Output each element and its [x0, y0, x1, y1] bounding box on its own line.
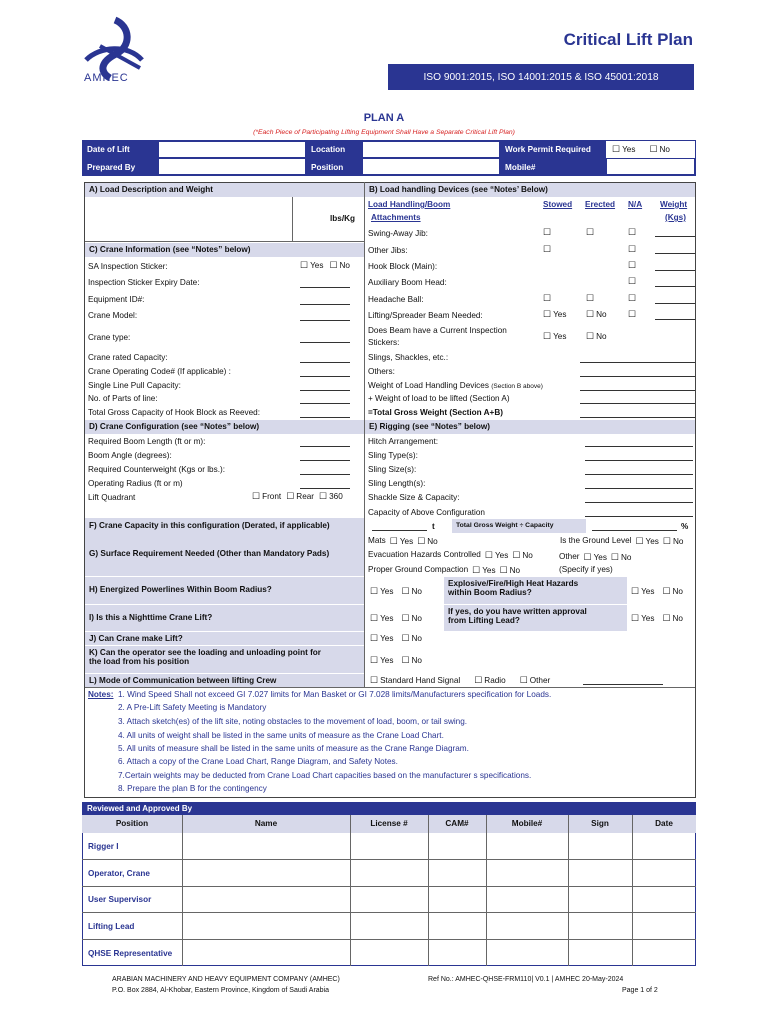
- section-e-header: E) Rigging (see “Notes” below): [365, 420, 695, 434]
- ground-label: Is the Ground Level: [560, 536, 632, 545]
- row-rigger: Rigger I: [88, 842, 119, 851]
- section-c-header: C) Crane Information (see “Notes” below): [85, 243, 364, 257]
- cw-line[interactable]: [300, 474, 350, 475]
- evac-row: [368, 550, 533, 561]
- prepared-field[interactable]: [158, 158, 306, 175]
- evac-no-checkbox[interactable]: ☐ No: [512, 550, 533, 561]
- hand-signal-checkbox[interactable]: ☐ Standard Hand Signal: [370, 675, 460, 686]
- i-yes-checkbox[interactable]: ☐ Yes: [370, 613, 393, 624]
- i2-yes-checkbox[interactable]: ☐ Yes: [631, 613, 654, 624]
- radio-checkbox[interactable]: ☐ Radio: [474, 675, 505, 686]
- col-attachments: Attachments: [371, 213, 421, 222]
- k-no-checkbox[interactable]: ☐ No: [401, 655, 422, 666]
- other-comm-checkbox[interactable]: ☐ Other: [520, 675, 551, 686]
- i-no-checkbox[interactable]: ☐ No: [401, 613, 422, 624]
- ground-row: [560, 536, 683, 547]
- h2-options: [631, 586, 683, 597]
- ground-no-checkbox[interactable]: ☐ No: [663, 536, 684, 547]
- swing-jib-na-checkbox[interactable]: [628, 227, 638, 238]
- b-item-device-weight: [368, 381, 543, 390]
- col-sign: Sign: [591, 819, 609, 828]
- i-options: [370, 613, 422, 624]
- spreader-no-checkbox[interactable]: ☐ No: [586, 309, 607, 320]
- spreader-na-checkbox[interactable]: [628, 309, 638, 320]
- footer-page: Page 1 of 2: [622, 987, 658, 994]
- e-capacity: Capacity of Above Configuration: [368, 508, 485, 517]
- prepared-label: Prepared By: [82, 158, 158, 176]
- load-weight-line[interactable]: [580, 403, 695, 404]
- c-rated: Crane rated Capacity:: [88, 353, 168, 362]
- slings-line[interactable]: [580, 362, 695, 363]
- col-kgs: (Kgs): [665, 213, 686, 222]
- section-j-header: J) Can Crane make Lift?: [85, 632, 364, 645]
- swing-jib-erected-checkbox[interactable]: [586, 227, 596, 238]
- note-8: 8. Prepare the plan B for the contingency: [118, 784, 267, 793]
- c-expiry: Inspection Sticker Expiry Date:: [88, 278, 200, 287]
- other-label: Other: [559, 552, 580, 561]
- note-3: 3. Attach sketch(es) of the lift site, noting obstacles to the movement of load, boom, or tail swing.: [118, 717, 468, 726]
- tgw-capacity-label: Total Gross Weight ÷ Capacity: [452, 519, 586, 533]
- col-license: License #: [370, 819, 408, 828]
- e-hitch: Hitch Arrangement:: [368, 437, 439, 446]
- aux-boom-na-checkbox[interactable]: [628, 276, 638, 287]
- col-erected: Erected: [585, 200, 616, 209]
- c-parts: No. of Parts of line:: [88, 394, 158, 403]
- d-quadrant: Lift Quadrant: [88, 493, 136, 502]
- j-yes-checkbox[interactable]: ☐ Yes: [370, 633, 393, 644]
- b-item-load-weight: + Weight of load to be lifted (Section A): [368, 394, 510, 403]
- radius-line[interactable]: [300, 488, 350, 489]
- linepull-line[interactable]: [300, 390, 350, 391]
- tgw-line[interactable]: [592, 530, 677, 531]
- note-6: 6. Attach a copy of the Crane Load Chart, Range Diagram, and Safety Notes.: [118, 757, 398, 766]
- sa-yes-checkbox[interactable]: ☐ Yes: [300, 260, 323, 271]
- h2-no-checkbox[interactable]: ☐ No: [662, 586, 683, 597]
- section-h-header: H) Energized Powerlines Within Boom Radius?: [85, 577, 364, 604]
- sa-no-checkbox[interactable]: ☐ No: [329, 260, 350, 271]
- i2-no-checkbox[interactable]: ☐ No: [662, 613, 683, 624]
- evac-yes-checkbox[interactable]: ☐ Yes: [485, 550, 508, 561]
- mats-yes-checkbox[interactable]: ☐ Yes: [390, 536, 413, 547]
- location-label: Location: [306, 140, 362, 158]
- weight-line[interactable]: [655, 286, 695, 287]
- col-na: N/A: [628, 200, 643, 209]
- b-item-other-jibs: Other Jibs:: [368, 246, 408, 255]
- boomlen-line[interactable]: [300, 446, 350, 447]
- equipment-line[interactable]: [300, 304, 350, 305]
- col-date: Date: [655, 819, 673, 828]
- row-lifting-lead: Lifting Lead: [88, 922, 135, 931]
- h-no-checkbox[interactable]: ☐ No: [401, 586, 422, 597]
- section-g-header: G) Surface Requirement Needed (Other than Mandatory Pads): [85, 534, 364, 576]
- hook-block-na-checkbox[interactable]: [628, 260, 638, 271]
- swing-jib-stowed-checkbox[interactable]: [543, 227, 553, 238]
- b-item-beam-insp: Does Beam have a Current Inspection: [368, 326, 507, 335]
- logo-text: AMHEC: [84, 72, 129, 84]
- slingtype-line[interactable]: [585, 460, 693, 461]
- iso-banner: ISO 9001:2015, ISO 14001:2015 & ISO 45001:2018: [388, 64, 694, 90]
- b-item-aux-boom: Auxiliary Boom Head:: [368, 278, 447, 287]
- section-i-header: I) Is this a Nighttime Crane Lift?: [85, 605, 364, 631]
- angle-line[interactable]: [300, 460, 350, 461]
- specify-note: (Specify if yes): [559, 565, 613, 574]
- j-no-checkbox[interactable]: ☐ No: [401, 633, 422, 644]
- approval-title: Reviewed and Approved By: [82, 802, 696, 815]
- comp-no-checkbox[interactable]: ☐ No: [500, 565, 521, 576]
- totalcap-line[interactable]: [300, 417, 350, 418]
- capacity-line[interactable]: [585, 516, 693, 517]
- headache-na-checkbox[interactable]: [628, 293, 638, 304]
- comp-yes-checkbox[interactable]: ☐ Yes: [472, 565, 495, 576]
- col-weight: Weight: [660, 200, 688, 209]
- mobile-label: Mobile#: [500, 158, 606, 176]
- section-l-header: L) Mode of Communication between lifting Crew: [85, 674, 364, 687]
- d-boom-length: Required Boom Length (ft or m):: [88, 437, 206, 446]
- compaction-label: Proper Ground Compaction: [368, 565, 469, 574]
- page-title: Critical Lift Plan: [563, 30, 693, 49]
- explosive-line2: within Boom Radius?: [448, 588, 532, 597]
- f-pct: %: [681, 522, 689, 531]
- front-checkbox[interactable]: ☐ Front: [252, 491, 281, 502]
- other-yes-checkbox[interactable]: ☐ Yes: [583, 552, 606, 563]
- explosive-line1: Explosive/Fire/High Heat Hazards: [448, 579, 579, 588]
- weight-line[interactable]: [655, 319, 695, 320]
- date-label: Date of Lift: [82, 140, 158, 158]
- other-row: [559, 552, 631, 563]
- parts-line[interactable]: [300, 403, 350, 404]
- d-radius: Operating Radius (ft or m): [88, 479, 183, 488]
- weight-unit: lbs/Kg: [330, 214, 356, 223]
- weight-line[interactable]: [655, 236, 695, 237]
- position-field[interactable]: [362, 158, 500, 175]
- col-load-handling: Load Handling/Boom: [368, 200, 451, 209]
- row-supervisor: User Supervisor: [88, 895, 152, 904]
- b-item-total-gross: =Total Gross Weight (Section A+B): [368, 408, 503, 417]
- col-position: Position: [115, 819, 149, 828]
- c-line-pull: Single Line Pull Capacity:: [88, 381, 181, 390]
- e-sling-length: Sling Length(s):: [368, 479, 426, 488]
- d-boom-angle: Boom Angle (degrees):: [88, 451, 172, 460]
- mats-label: Mats: [368, 536, 386, 545]
- device-weight-note: (Section B above): [491, 383, 543, 390]
- other-no-checkbox[interactable]: ☐ No: [611, 552, 632, 563]
- beam-insp-no-checkbox[interactable]: ☐ No: [586, 331, 607, 342]
- sa-sticker-options: [300, 260, 350, 271]
- c-equipment-id: Equipment ID#:: [88, 295, 145, 304]
- section-d-header: D) Crane Configuration (see “Notes” below): [85, 420, 364, 434]
- location-field[interactable]: [362, 141, 500, 158]
- work-permit-label: Work Permit Required: [500, 140, 606, 158]
- c-model: Crane Model:: [88, 311, 138, 320]
- row-operator: Operator, Crane: [88, 869, 150, 878]
- row-qhse: QHSE Representative: [88, 949, 173, 958]
- weight-line[interactable]: [655, 270, 695, 271]
- permit-yes-checkbox[interactable]: ☐ Yes: [612, 144, 635, 155]
- evac-label: Evacuation Hazards Controlled: [368, 550, 481, 559]
- device-weight-line[interactable]: [580, 390, 695, 391]
- f-unit-t: t: [432, 522, 435, 531]
- expiry-line[interactable]: [300, 287, 350, 288]
- plan-label: PLAN A: [363, 112, 405, 124]
- j-options: [370, 633, 422, 644]
- k-line1: K) Can the operator see the loading and unloading point for: [89, 648, 321, 657]
- other-jibs-stowed-checkbox[interactable]: [543, 244, 553, 255]
- col-name: Name: [254, 819, 278, 828]
- mats-row: [368, 536, 438, 547]
- e-sling-type: Sling Type(s):: [368, 451, 418, 460]
- d-counterweight: Required Counterweight (Kgs or lbs.):: [88, 465, 225, 474]
- k-yes-checkbox[interactable]: ☐ Yes: [370, 655, 393, 666]
- approval-line2: from Lifting Lead?: [448, 616, 520, 625]
- note-2: 2. A Pre-Lift Safety Meeting is Mandatory: [118, 703, 267, 712]
- section-a-header: A) Load Description and Weight: [85, 183, 364, 197]
- weight-line[interactable]: [655, 303, 695, 304]
- rear-checkbox[interactable]: ☐ Rear: [286, 491, 314, 502]
- b-item-swing-jib: Swing-Away Jib:: [368, 229, 428, 238]
- total-gross-line[interactable]: [580, 417, 695, 418]
- footer-address: P.O. Box 2884, Al-Khobar, Eastern Province, Kingdom of Saudi Arabia: [112, 987, 330, 994]
- footer-ref: Ref No.: AMHEC-QHSE-FRM110| V0.1 | AMHEC 20-May-2024: [428, 976, 624, 983]
- model-line[interactable]: [300, 320, 350, 321]
- notes-label: Notes:: [88, 690, 114, 699]
- col-cam: CAM#: [445, 819, 469, 828]
- capacity-t-line[interactable]: [372, 530, 427, 531]
- mats-no-checkbox[interactable]: ☐ No: [417, 536, 438, 547]
- other-jibs-na-checkbox[interactable]: [628, 244, 638, 255]
- approval-question: [444, 605, 627, 631]
- explosive-hazard-label: [444, 577, 627, 604]
- col-mobile: Mobile#: [511, 819, 543, 828]
- section-b-header: B) Load handling Devices (see “Notes’ Below): [365, 183, 695, 197]
- slinglen-line[interactable]: [585, 488, 693, 489]
- rated-line[interactable]: [300, 362, 350, 363]
- l-options: [370, 675, 550, 686]
- headache-erected-checkbox[interactable]: [586, 293, 596, 304]
- other-comm-line[interactable]: [583, 684, 663, 685]
- c-type: Crane type:: [88, 333, 131, 342]
- b-item-hook-block: Hook Block (Main):: [368, 262, 438, 271]
- k-line2: the load from his position: [89, 657, 190, 666]
- note-1: 1. Wind Speed Shall not exceed GI 7.027 limits for Man Basket or GI 7.028 limits/Manufacturers specification for Loads.: [118, 690, 552, 699]
- hitch-line[interactable]: [585, 446, 693, 447]
- others-line[interactable]: [580, 376, 695, 377]
- note-7: 7.Certain weights may be deducted from Crane Load Chart capacities based on the manufacturer s specifications.: [118, 771, 532, 780]
- plan-note: (*Each Piece of Participating Lifting Equipment Shall Have a Separate Critical Lift Plan): [253, 129, 515, 136]
- shackle-line[interactable]: [585, 502, 693, 503]
- section-f-header: F) Crane Capacity in this configuration (Derated, if applicable): [85, 518, 364, 534]
- compaction-row: [368, 565, 520, 576]
- c-sa-sticker: SA Inspection Sticker:: [88, 262, 168, 271]
- i2-options: [631, 613, 683, 624]
- section-k-header: [85, 646, 364, 673]
- load-description-area[interactable]: [85, 197, 364, 242]
- b-item-stickers: Stickers:: [368, 338, 400, 347]
- date-field[interactable]: [158, 141, 306, 158]
- e-sling-size: Sling Size(s):: [368, 465, 417, 474]
- note-5: 5. All units of measure shall be listed in the same units of measure as the Crane Range Diagram.: [118, 744, 469, 753]
- slingsize-line[interactable]: [585, 474, 693, 475]
- ground-yes-checkbox[interactable]: ☐ Yes: [635, 536, 658, 547]
- h-yes-checkbox[interactable]: ☐ Yes: [370, 586, 393, 597]
- b-item-slings: Slings, Shackles, etc.:: [368, 353, 449, 362]
- h-options: [370, 586, 422, 597]
- b-item-others: Others:: [368, 367, 395, 376]
- device-weight-label: Weight of Load Handling Devices: [368, 381, 489, 390]
- 360-checkbox[interactable]: ☐ 360: [319, 491, 343, 502]
- h2-yes-checkbox[interactable]: ☐ Yes: [631, 586, 654, 597]
- b-item-spreader: Lifting/Spreader Beam Needed:: [368, 311, 483, 320]
- mobile-field[interactable]: [606, 158, 695, 175]
- weight-line[interactable]: [655, 253, 695, 254]
- type-line[interactable]: [300, 342, 350, 343]
- beam-insp-yes-checkbox[interactable]: ☐ Yes: [543, 331, 566, 342]
- b-item-headache: Headache Ball:: [368, 295, 424, 304]
- spreader-yes-checkbox[interactable]: ☐ Yes: [543, 309, 566, 320]
- col-stowed: Stowed: [543, 200, 573, 209]
- headache-stowed-checkbox[interactable]: [543, 293, 553, 304]
- c-op-code: Crane Operating Code# (If applicable) :: [88, 367, 231, 376]
- approval-line1: If yes, do you have written approval: [448, 607, 587, 616]
- quadrant-options: [252, 491, 343, 502]
- note-4: 4. All units of weight shall be listed in the same units of measure as the Crane Load Chart.: [118, 731, 444, 740]
- k-options: [370, 655, 422, 666]
- c-total-cap: Total Gross Capacity of Hook Block as Reeved:: [88, 408, 261, 417]
- e-shackle: Shackle Size & Capacity:: [368, 493, 460, 502]
- footer-company: ARABIAN MACHINERY AND HEAVY EQUIPMENT COMPANY (AMHEC): [112, 976, 340, 983]
- position-label: Position: [306, 158, 362, 176]
- work-permit-options: [606, 141, 695, 158]
- permit-no-checkbox[interactable]: ☐ No: [649, 144, 670, 155]
- opcode-line[interactable]: [300, 376, 350, 377]
